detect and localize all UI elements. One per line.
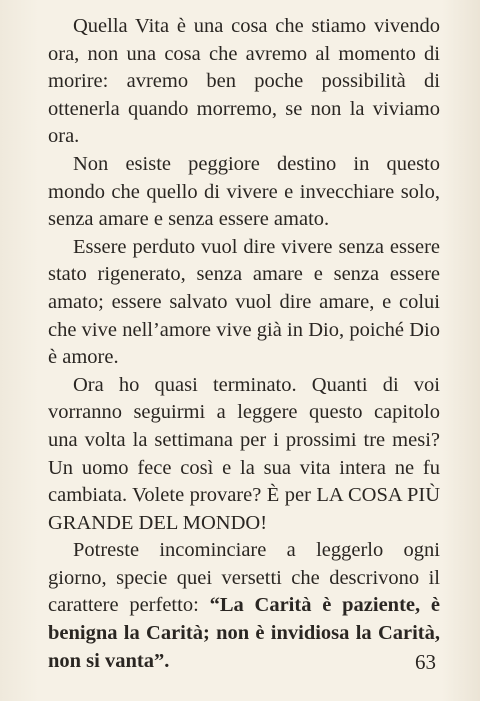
paragraph: Non esiste peggiore destino in questo mondo che quello di vivere e invecchiare solo, senza amare e senza essere amato. [48,152,440,231]
paragraph: Ora ho quasi terminato. Quanti di voi vorranno seguirmi a leggere questo capitolo una volta la settimana per i prossimi tre mesi? Un uomo fece così e la sua vita intera ne fu cambiata. Volete provare? È per LA COSA PIÙ GRANDE DEL MONDO! [48,373,440,534]
paragraph [48,537,440,675]
paragraph: Essere perduto vuol dire vivere senza essere stato rigenerato, senza amare e senza essere amato; essere salvato vuol dire amare, e colui che vive nell’amore vive già in Dio, poiché Dio è amore. [48,235,440,369]
body-text [48,13,440,675]
bold-quote: “La Carità è paziente, è benigna la Carità; non è invidiosa la Carità, non si vanta”. [48,594,441,672]
paragraph-text: Potreste incominciare a leggerlo ogni giorno, specie quei versetti che descrivono il carattere perfetto: [48,539,440,617]
paragraph: Quella Vita è una cosa che stiamo vivendo ora, non una cosa che avremo al momento di morire: avremo ben poche possibilità di ottenerla quando morremo, se non la viviamo ora. [48,15,440,148]
page-number: 63 [415,650,436,674]
